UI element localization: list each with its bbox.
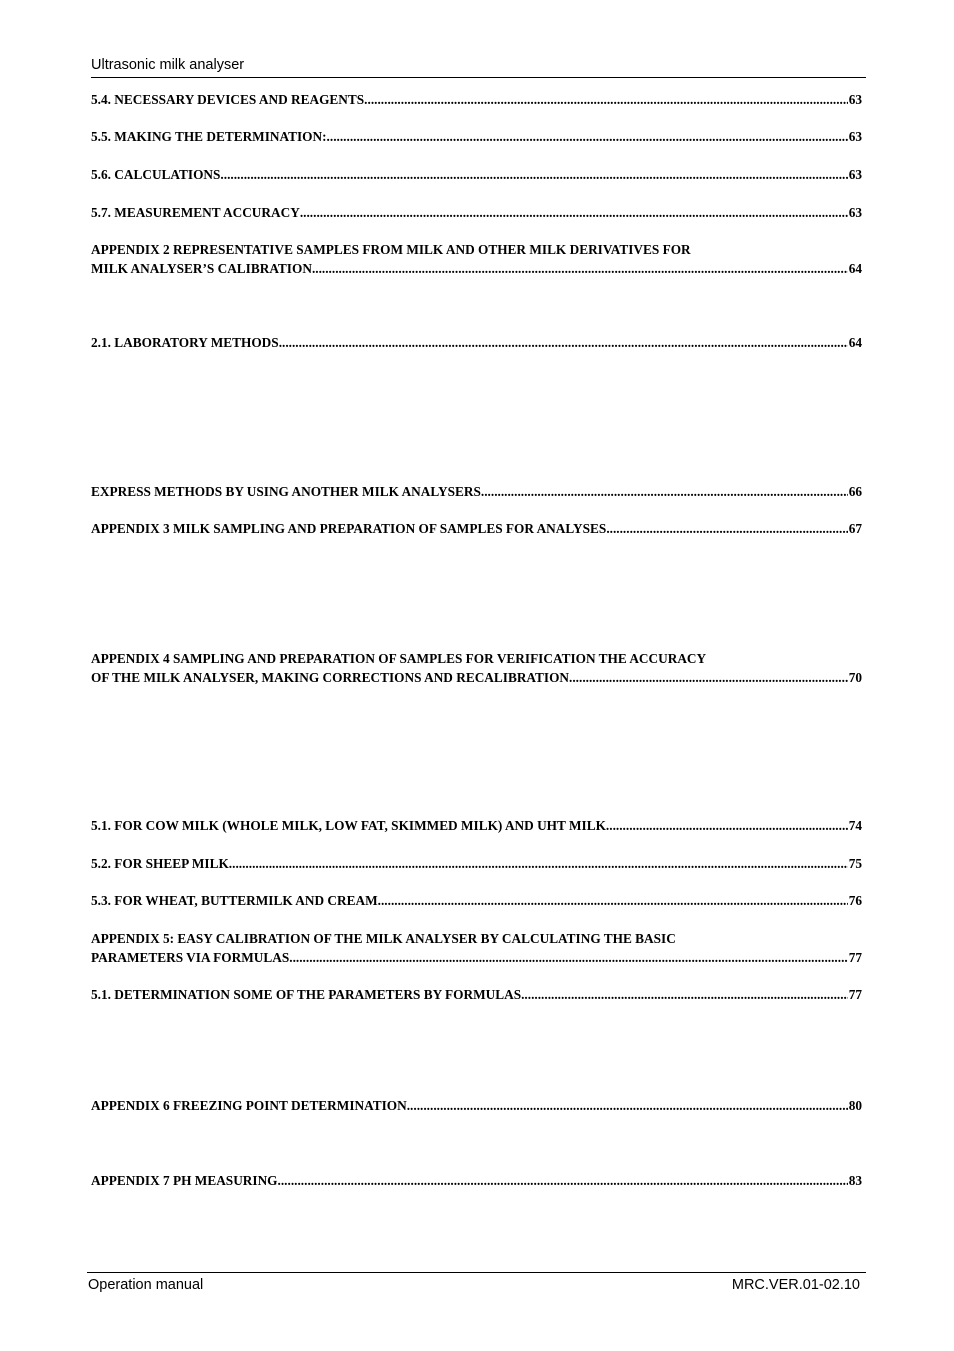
- dot-leader: [312, 260, 848, 279]
- toc-entry-title-continued: PARAMETERS VIA FORMULAS: [91, 949, 290, 965]
- toc-entry[interactable]: [91, 483, 862, 502]
- toc-entry-title: 5.3. FOR WHEAT, BUTTERMILK AND CREAM: [91, 893, 378, 908]
- toc-entry[interactable]: [91, 520, 862, 539]
- toc-entry-title: 5.5. MAKING THE DETERMINATION:: [91, 129, 327, 144]
- dot-leader: [278, 1172, 848, 1191]
- toc-entry-title: 5.7. MEASUREMENT ACCURACY: [91, 205, 300, 220]
- toc-entry-title: 2.1. LABORATORY METHODS: [91, 335, 279, 350]
- toc-page-number: 77: [848, 949, 862, 965]
- dot-leader: [572, 669, 847, 688]
- toc-entry[interactable]: [91, 91, 862, 110]
- toc-entry[interactable]: [91, 986, 862, 1005]
- toc-entry[interactable]: [91, 650, 862, 687]
- toc-page-number: 74: [848, 818, 862, 833]
- dot-leader: [364, 91, 848, 110]
- toc-entry-title: 5.4. NECESSARY DEVICES AND REAGENTS: [91, 92, 365, 107]
- dot-leader: [521, 986, 848, 1005]
- toc-entry-title-continued: MILK ANALYSER’S CALIBRATION: [91, 260, 312, 276]
- toc-page-number: 77: [848, 987, 862, 1002]
- toc-entry[interactable]: [91, 930, 862, 967]
- dot-leader: [606, 817, 848, 836]
- toc-entry-title: APPENDIX 5: EASY CALIBRATION OF THE MILK ANALYSER BY CALCULATING THE BASIC: [91, 931, 676, 946]
- toc-page-number: 63: [848, 205, 862, 220]
- toc-page-number: 64: [848, 260, 862, 276]
- toc-page-number: 63: [848, 92, 862, 107]
- toc-entry[interactable]: [91, 817, 862, 836]
- dot-leader: [279, 334, 848, 353]
- toc-entry[interactable]: [91, 334, 862, 353]
- toc-entry-title: 5.1. DETERMINATION SOME OF THE PARAMETERS BY FORMULAS: [91, 987, 522, 1002]
- dot-leader: [220, 166, 847, 185]
- toc-entry-title-continued: OF THE MILK ANALYSER, MAKING CORRECTIONS AND RECALIBRATION.: [91, 669, 573, 685]
- dot-leader: [606, 520, 847, 539]
- toc-page-number: 63: [848, 129, 862, 144]
- toc-page-number: 64: [848, 335, 862, 350]
- page-header: [91, 56, 866, 78]
- toc-page-number: 66: [848, 484, 862, 499]
- toc-entry-title: 5.6. CALCULATIONS: [91, 167, 221, 182]
- toc-entry[interactable]: [91, 1097, 862, 1116]
- dot-leader: [378, 892, 848, 911]
- toc-page-number: 63: [848, 167, 862, 182]
- toc-page-number: 76: [848, 893, 862, 908]
- dot-leader: [481, 483, 848, 502]
- toc-entry[interactable]: [91, 204, 862, 223]
- document-title: Ultrasonic milk analyser: [91, 57, 245, 73]
- dot-leader: [229, 855, 848, 874]
- dot-leader: [300, 204, 848, 223]
- toc-entry[interactable]: [91, 855, 862, 874]
- toc-entry-title: APPENDIX 4 SAMPLING AND PREPARATION OF SAMPLES FOR VERIFICATION THE ACCURACY: [91, 651, 707, 666]
- toc-page-number: 67: [848, 521, 862, 536]
- toc-entry-title: APPENDIX 2 REPRESENTATIVE SAMPLES FROM MILK AND OTHER MILK DERIVATIVES FOR: [91, 242, 691, 257]
- footer-version-code: MRC.VER.01-02.10: [731, 1277, 860, 1293]
- toc-page-number: 80: [848, 1098, 862, 1113]
- toc-entry[interactable]: [91, 1172, 862, 1191]
- toc-page-number: 75: [848, 856, 862, 871]
- toc-entry-title: 5.1. FOR COW MILK (WHOLE MILK, LOW FAT, SKIMMED MILK) AND UHT MILK: [91, 818, 606, 833]
- toc-entry[interactable]: [91, 128, 862, 147]
- toc-entry[interactable]: [91, 892, 862, 911]
- toc-entry-title: APPENDIX 6 FREEZING POINT DETERMINATION: [91, 1098, 407, 1113]
- page-footer: [87, 1272, 866, 1297]
- dot-leader: [327, 128, 848, 147]
- toc-entry[interactable]: [91, 241, 862, 278]
- footer-manual-label: Operation manual: [88, 1277, 204, 1293]
- toc-page-number: 70: [848, 669, 862, 685]
- toc-entry-title: EXPRESS METHODS BY USING ANOTHER MILK ANALYSERS: [91, 484, 481, 499]
- dot-leader: [289, 949, 847, 968]
- toc-entry-title: 5.2. FOR SHEEP MILK: [91, 856, 229, 871]
- dot-leader: [407, 1097, 848, 1116]
- toc-entry-title: APPENDIX 7 PH MEASURING: [91, 1173, 278, 1188]
- toc-entry[interactable]: [91, 166, 862, 185]
- toc-entry-title: APPENDIX 3 MILK SAMPLING AND PREPARATION OF SAMPLES FOR ANALYSES: [91, 521, 607, 536]
- toc-page-number: 83: [848, 1173, 862, 1188]
